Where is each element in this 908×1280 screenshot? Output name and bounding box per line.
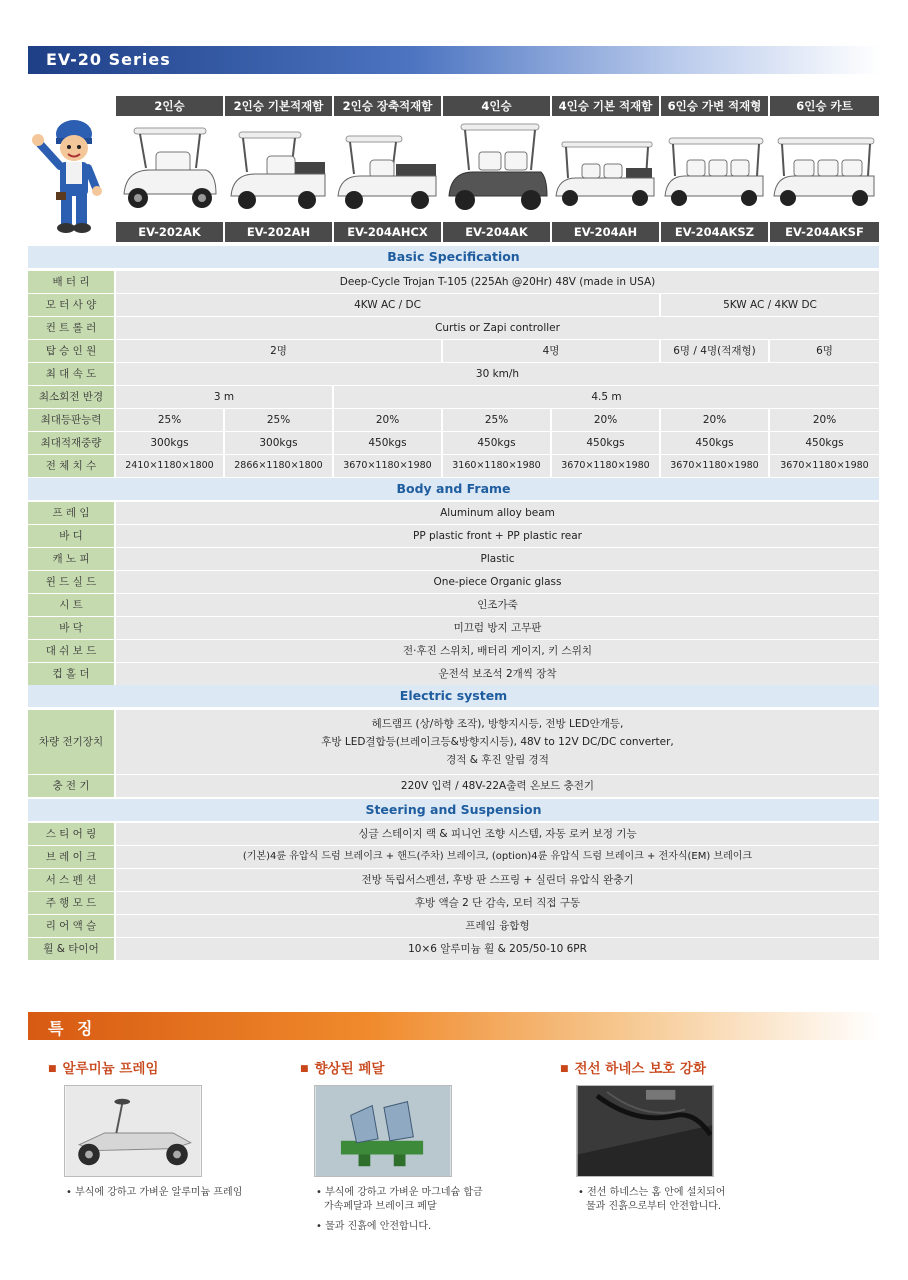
- spec-value: 450kgs: [443, 432, 550, 454]
- spec-value: 20%: [770, 409, 879, 431]
- spec-value: One-piece Organic glass: [116, 571, 879, 593]
- spec-label: 차량 전기장치: [28, 710, 114, 774]
- cart-image-3: [334, 118, 441, 220]
- feature-title-text: 알루미늄 프레임: [62, 1061, 159, 1077]
- spec-value: 3670×1180×1980: [552, 455, 659, 477]
- body-row-floor: [28, 617, 879, 639]
- spec-value: 3670×1180×1980: [770, 455, 879, 477]
- spec-label: 충 전 기: [28, 775, 114, 797]
- spec-value: 220V 입력 / 48V-22A출력 온보드 충전기: [116, 775, 879, 797]
- spec-label: 전 체 치 수: [28, 455, 114, 477]
- spec-row-motor: [28, 294, 879, 316]
- feature-title-3: [560, 1057, 706, 1077]
- spec-value: 20%: [552, 409, 659, 431]
- spec-label: 컵 홀 더: [28, 663, 114, 685]
- spec-value: 운전석 보조석 2개씩 장착: [116, 663, 879, 685]
- spec-value: 4KW AC / DC: [116, 294, 659, 316]
- spec-label: 캐 노 피: [28, 548, 114, 570]
- spec-label: 최대적재중량: [28, 432, 114, 454]
- model-code-2: EV-202AH: [225, 222, 332, 242]
- spec-value: 2명: [116, 340, 441, 362]
- spec-label: 대 쉬 보 드: [28, 640, 114, 662]
- steering-row-drive-mode: [28, 892, 879, 914]
- spec-value: 전·후진 스위치, 배터리 게이지, 키 스위치: [116, 640, 879, 662]
- spec-value: 3 m: [116, 386, 332, 408]
- features-header: [28, 1012, 880, 1040]
- feature-desc-1: [66, 1186, 242, 1200]
- spec-value: 후방 액슬 2 단 감속, 모터 직접 구동: [116, 892, 879, 914]
- spec-value: Aluminum alloy beam: [116, 502, 879, 524]
- model-code-4: EV-204AK: [443, 222, 550, 242]
- steering-row-suspension: [28, 869, 879, 891]
- spec-value: (기본)4륜 유압식 드럼 브레이크 + 핸드(주차) 브레이크, (option)4륜 유압식 드럼 브레이크 + 전자식(EM) 브레이크: [116, 846, 879, 868]
- pedal-photo: [314, 1085, 452, 1177]
- feature-desc-line: • 부식에 강하고 가벼운 알루미늄 프레임: [66, 1187, 243, 1198]
- spec-value: 인조가죽: [116, 594, 879, 616]
- spec-value: 4명: [443, 340, 659, 362]
- section-body-frame: Body and Frame: [28, 478, 879, 500]
- steering-row-brake: [28, 846, 879, 868]
- cart-image-2: [225, 118, 332, 220]
- spec-value: 3160×1180×1980: [443, 455, 550, 477]
- spec-value-line: 헤드램프 (상/하향 조작), 방향지시등, 전방 LED안개등,: [371, 718, 624, 730]
- section-electric: Electric system: [28, 685, 879, 707]
- cart-image-1: [116, 118, 223, 220]
- spec-label: 컨 트 롤 러: [28, 317, 114, 339]
- spec-label: 모 터 사 양: [28, 294, 114, 316]
- spec-value: 5KW AC / 4KW DC: [661, 294, 879, 316]
- spec-row-max-speed: [28, 363, 879, 385]
- spec-value: 2866×1180×1800: [225, 455, 332, 477]
- model-name-2: 2인승 기본적재함: [225, 96, 332, 116]
- feature-title-1: [48, 1057, 159, 1077]
- spec-row-dimensions: [28, 455, 879, 477]
- spec-value: 3670×1180×1980: [334, 455, 441, 477]
- series-header: [28, 46, 880, 74]
- spec-row-climbing: [28, 409, 879, 431]
- spec-value: 10×6 알루미늄 휠 & 205/50-10 6PR: [116, 938, 879, 960]
- cart-image-4: [443, 118, 550, 220]
- spec-label: 최 대 속 도: [28, 363, 114, 385]
- feature-title-text: 향상된 페달: [314, 1061, 385, 1077]
- spec-value: Deep-Cycle Trojan T-105 (225Ah @20Hr) 48V (made in USA): [116, 271, 879, 293]
- feature-title-2: [300, 1057, 384, 1077]
- spec-label: 주 행 모 드: [28, 892, 114, 914]
- spec-label: 휠 & 타이어: [28, 938, 114, 960]
- spec-value: 3670×1180×1980: [661, 455, 768, 477]
- spec-value: 25%: [443, 409, 550, 431]
- spec-label: 리 어 액 슬: [28, 915, 114, 937]
- feature-desc-line: • 부식에 강하고 가벼운 마그네슘 합금: [316, 1187, 483, 1198]
- section-basic-spec: Basic Specification: [28, 246, 879, 268]
- body-row-windshield: [28, 571, 879, 593]
- spec-row-load: [28, 432, 879, 454]
- model-code-6: EV-204AKSZ: [661, 222, 768, 242]
- spec-value: 30 km/h: [116, 363, 879, 385]
- electric-row-charger: [28, 775, 879, 797]
- spec-label: 스 티 어 링: [28, 823, 114, 845]
- spec-label: 프 레 임: [28, 502, 114, 524]
- spec-label: 탑 승 인 원: [28, 340, 114, 362]
- spec-value: 450kgs: [552, 432, 659, 454]
- model-code-7: EV-204AKSF: [770, 222, 879, 242]
- spec-label: 바 디: [28, 525, 114, 547]
- section-steering: Steering and Suspension: [28, 799, 879, 821]
- series-title: EV-20 Series: [46, 50, 171, 69]
- model-name-1: 2인승: [116, 96, 223, 116]
- cart-image-6: [661, 118, 768, 220]
- spec-value: 25%: [225, 409, 332, 431]
- feature-desc-line: • 물과 진흙에 안전합니다.: [316, 1221, 432, 1232]
- spec-value-line: 후방 LED결합등(브레이크등&방향지시등), 48V to 12V DC/DC converter,: [321, 736, 674, 748]
- spec-value: 450kgs: [334, 432, 441, 454]
- model-name-7: 6인승 카트: [770, 96, 879, 116]
- spec-label: 브 레 이 크: [28, 846, 114, 868]
- steering-row-rear-axle: [28, 915, 879, 937]
- spec-label: 최대등판능력: [28, 409, 114, 431]
- aluminum-frame-photo: [64, 1085, 202, 1177]
- spec-value: 프레임 융합형: [116, 915, 879, 937]
- feature-desc-3: [578, 1186, 725, 1214]
- spec-label: 배 터 리: [28, 271, 114, 293]
- spec-value: 20%: [334, 409, 441, 431]
- spec-value: Plastic: [116, 548, 879, 570]
- spec-value: 미끄럼 방지 고무판: [116, 617, 879, 639]
- spec-value: PP plastic front + PP plastic rear: [116, 525, 879, 547]
- spec-row-turning-radius: [28, 386, 879, 408]
- spec-value: 6명: [770, 340, 879, 362]
- body-row-frame: [28, 502, 879, 524]
- square-bullet-icon: ■: [48, 1064, 57, 1074]
- body-row-body: [28, 525, 879, 547]
- spec-value: 450kgs: [661, 432, 768, 454]
- wire-harness-photo: [576, 1085, 714, 1177]
- spec-value: 20%: [661, 409, 768, 431]
- model-name-3: 2인승 장축적재함: [334, 96, 441, 116]
- spec-row-battery: [28, 271, 879, 293]
- mascot-illustration: [30, 108, 116, 236]
- model-code-3: EV-204AHCX: [334, 222, 441, 242]
- spec-row-passengers: [28, 340, 879, 362]
- spec-value: 싱글 스테이지 랙 & 피니언 조향 시스템, 자동 로커 보정 기능: [116, 823, 879, 845]
- body-row-dashboard: [28, 640, 879, 662]
- spec-label: 최소회전 반경: [28, 386, 114, 408]
- spec-value-line: 경적 & 후진 알림 경적: [446, 754, 549, 766]
- steering-row-steering: [28, 823, 879, 845]
- model-name-4: 4인승: [443, 96, 550, 116]
- body-row-seat: [28, 594, 879, 616]
- spec-value: [116, 710, 879, 774]
- spec-value: 전방 독립서스펜션, 후방 판 스프링 + 실린더 유압식 완충기: [116, 869, 879, 891]
- spec-value: 300kgs: [225, 432, 332, 454]
- feature-desc-line: • 전선 하네스는 홈 안에 설치되어: [578, 1187, 726, 1198]
- spec-label: 서 스 펜 션: [28, 869, 114, 891]
- spec-label: 윈 드 실 드: [28, 571, 114, 593]
- features-title: 특 징: [48, 1019, 97, 1038]
- spec-label: 시 트: [28, 594, 114, 616]
- model-code-1: EV-202AK: [116, 222, 223, 242]
- model-code-5: EV-204AH: [552, 222, 659, 242]
- spec-label: 바 닥: [28, 617, 114, 639]
- cart-image-7: [770, 118, 879, 220]
- spec-value: 25%: [116, 409, 223, 431]
- body-row-canopy: [28, 548, 879, 570]
- electric-row-lighting: [28, 710, 879, 774]
- spec-value: 450kgs: [770, 432, 879, 454]
- feature-desc-line: 물과 진흙으로부터 안전합니다.: [586, 1201, 722, 1212]
- model-name-5: 4인승 기본 적재함: [552, 96, 659, 116]
- spec-value: 2410×1180×1800: [116, 455, 223, 477]
- feature-title-text: 전선 하네스 보호 강화: [574, 1061, 706, 1077]
- steering-row-wheel-tire: [28, 938, 879, 960]
- spec-value: 300kgs: [116, 432, 223, 454]
- spec-value: Curtis or Zapi controller: [116, 317, 879, 339]
- feature-desc-2: [316, 1186, 483, 1234]
- spec-value: 6명 / 4명(적재형): [661, 340, 768, 362]
- cart-image-5: [552, 118, 659, 220]
- body-row-cupholder: [28, 663, 879, 685]
- feature-desc-line: 가속페달과 브레이크 페달: [324, 1201, 437, 1212]
- model-name-6: 6인승 가변 적재형: [661, 96, 768, 116]
- square-bullet-icon: ■: [300, 1064, 309, 1074]
- square-bullet-icon: ■: [560, 1064, 569, 1074]
- spec-row-controller: [28, 317, 879, 339]
- spec-value: 4.5 m: [334, 386, 879, 408]
